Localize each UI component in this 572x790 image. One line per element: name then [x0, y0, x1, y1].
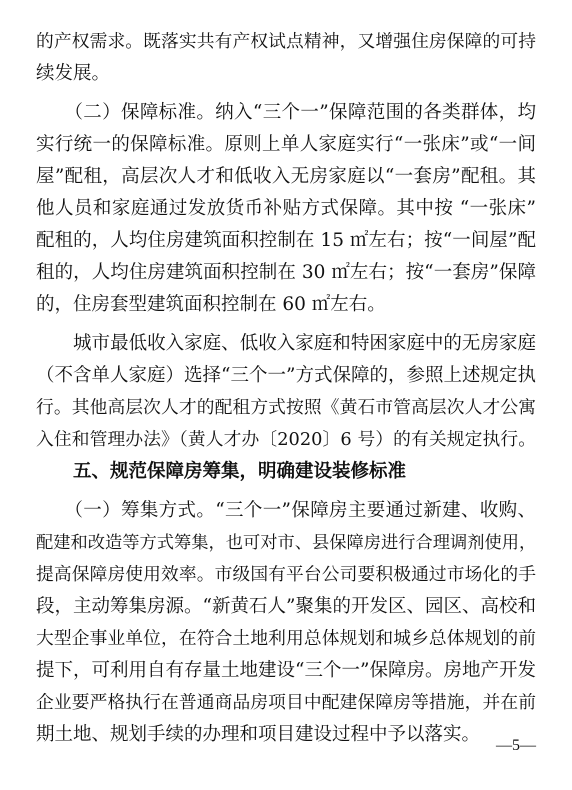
paragraph-line: 配租的，人均住房建筑面积控制在 15 ㎡左右；按“一间屋”配	[36, 230, 536, 251]
paragraph-line: 大型企事业单位，在符合土地利用总体规划和城乡总体规划的前	[36, 629, 536, 649]
paragraph-line: 屋”配租，高层次人才和低收入无房家庭以“一套房”配租。其	[36, 166, 536, 187]
paragraph-line: 续发展。	[36, 63, 111, 84]
paragraph-line: 的，住房套型建筑面积控制在 60 ㎡左右。	[36, 294, 386, 315]
paragraph-line: 入住和管理办法》（黄人才办〔2020〕6 号）的有关规定执行。	[36, 430, 536, 450]
paragraph-line: 提高保障房使用效率。市级国有平台公司要积极通过市场化的手	[36, 565, 536, 585]
paragraph-line: 企业要严格执行在普通商品房项目中配建保障房等措施，并在前	[36, 693, 536, 713]
section-heading: 五、规范保障房筹集，明确建设装修标准	[36, 461, 407, 482]
paragraph-line: （不含单人家庭）选择“三个一”方式保障的，参照上述规定执	[36, 365, 536, 386]
paragraph-line: 城市最低收入家庭、低收入家庭和特困家庭中的无房家庭	[36, 333, 536, 354]
paragraph-line: 期土地、规划手续的办理和项目建设过程中予以落实。	[36, 724, 481, 745]
paragraph-line: 的产权需求。既落实共有产权试点精神，又增强住房保障的可持	[36, 32, 536, 52]
paragraph-line: 行。其他高层次人才的配租方式按照《黄石市管高层次人才公寓	[36, 398, 536, 418]
paragraph-line: （一）筹集方式。“三个一”保障房主要通过新建、收购、	[36, 500, 536, 521]
paragraph-line: 他人员和家庭通过发放货币补贴方式保障。其中按 “一张床”	[36, 198, 536, 219]
paragraph-line: 租的，人均住房建筑面积控制在 30 ㎡左右；按“一套房”保障	[36, 262, 536, 283]
page-number: —5—	[496, 737, 536, 754]
paragraph-line: （二）保障标准。纳入“三个一”保障范围的各类群体，均	[36, 102, 536, 123]
paragraph-line: 段，主动筹集房源。“新黄石人”聚集的开发区、园区、高校和	[36, 596, 536, 617]
paragraph-line: 实行统一的保障标准。原则上单人家庭实行“一张床”或“一间	[36, 134, 536, 155]
paragraph-line: 提下，可利用自有存量土地建设“三个一”保障房。房地产开发	[36, 660, 536, 681]
paragraph-line: 配建和改造等方式筹集，也可对市、县保障房进行合理调剂使用，	[36, 533, 537, 553]
